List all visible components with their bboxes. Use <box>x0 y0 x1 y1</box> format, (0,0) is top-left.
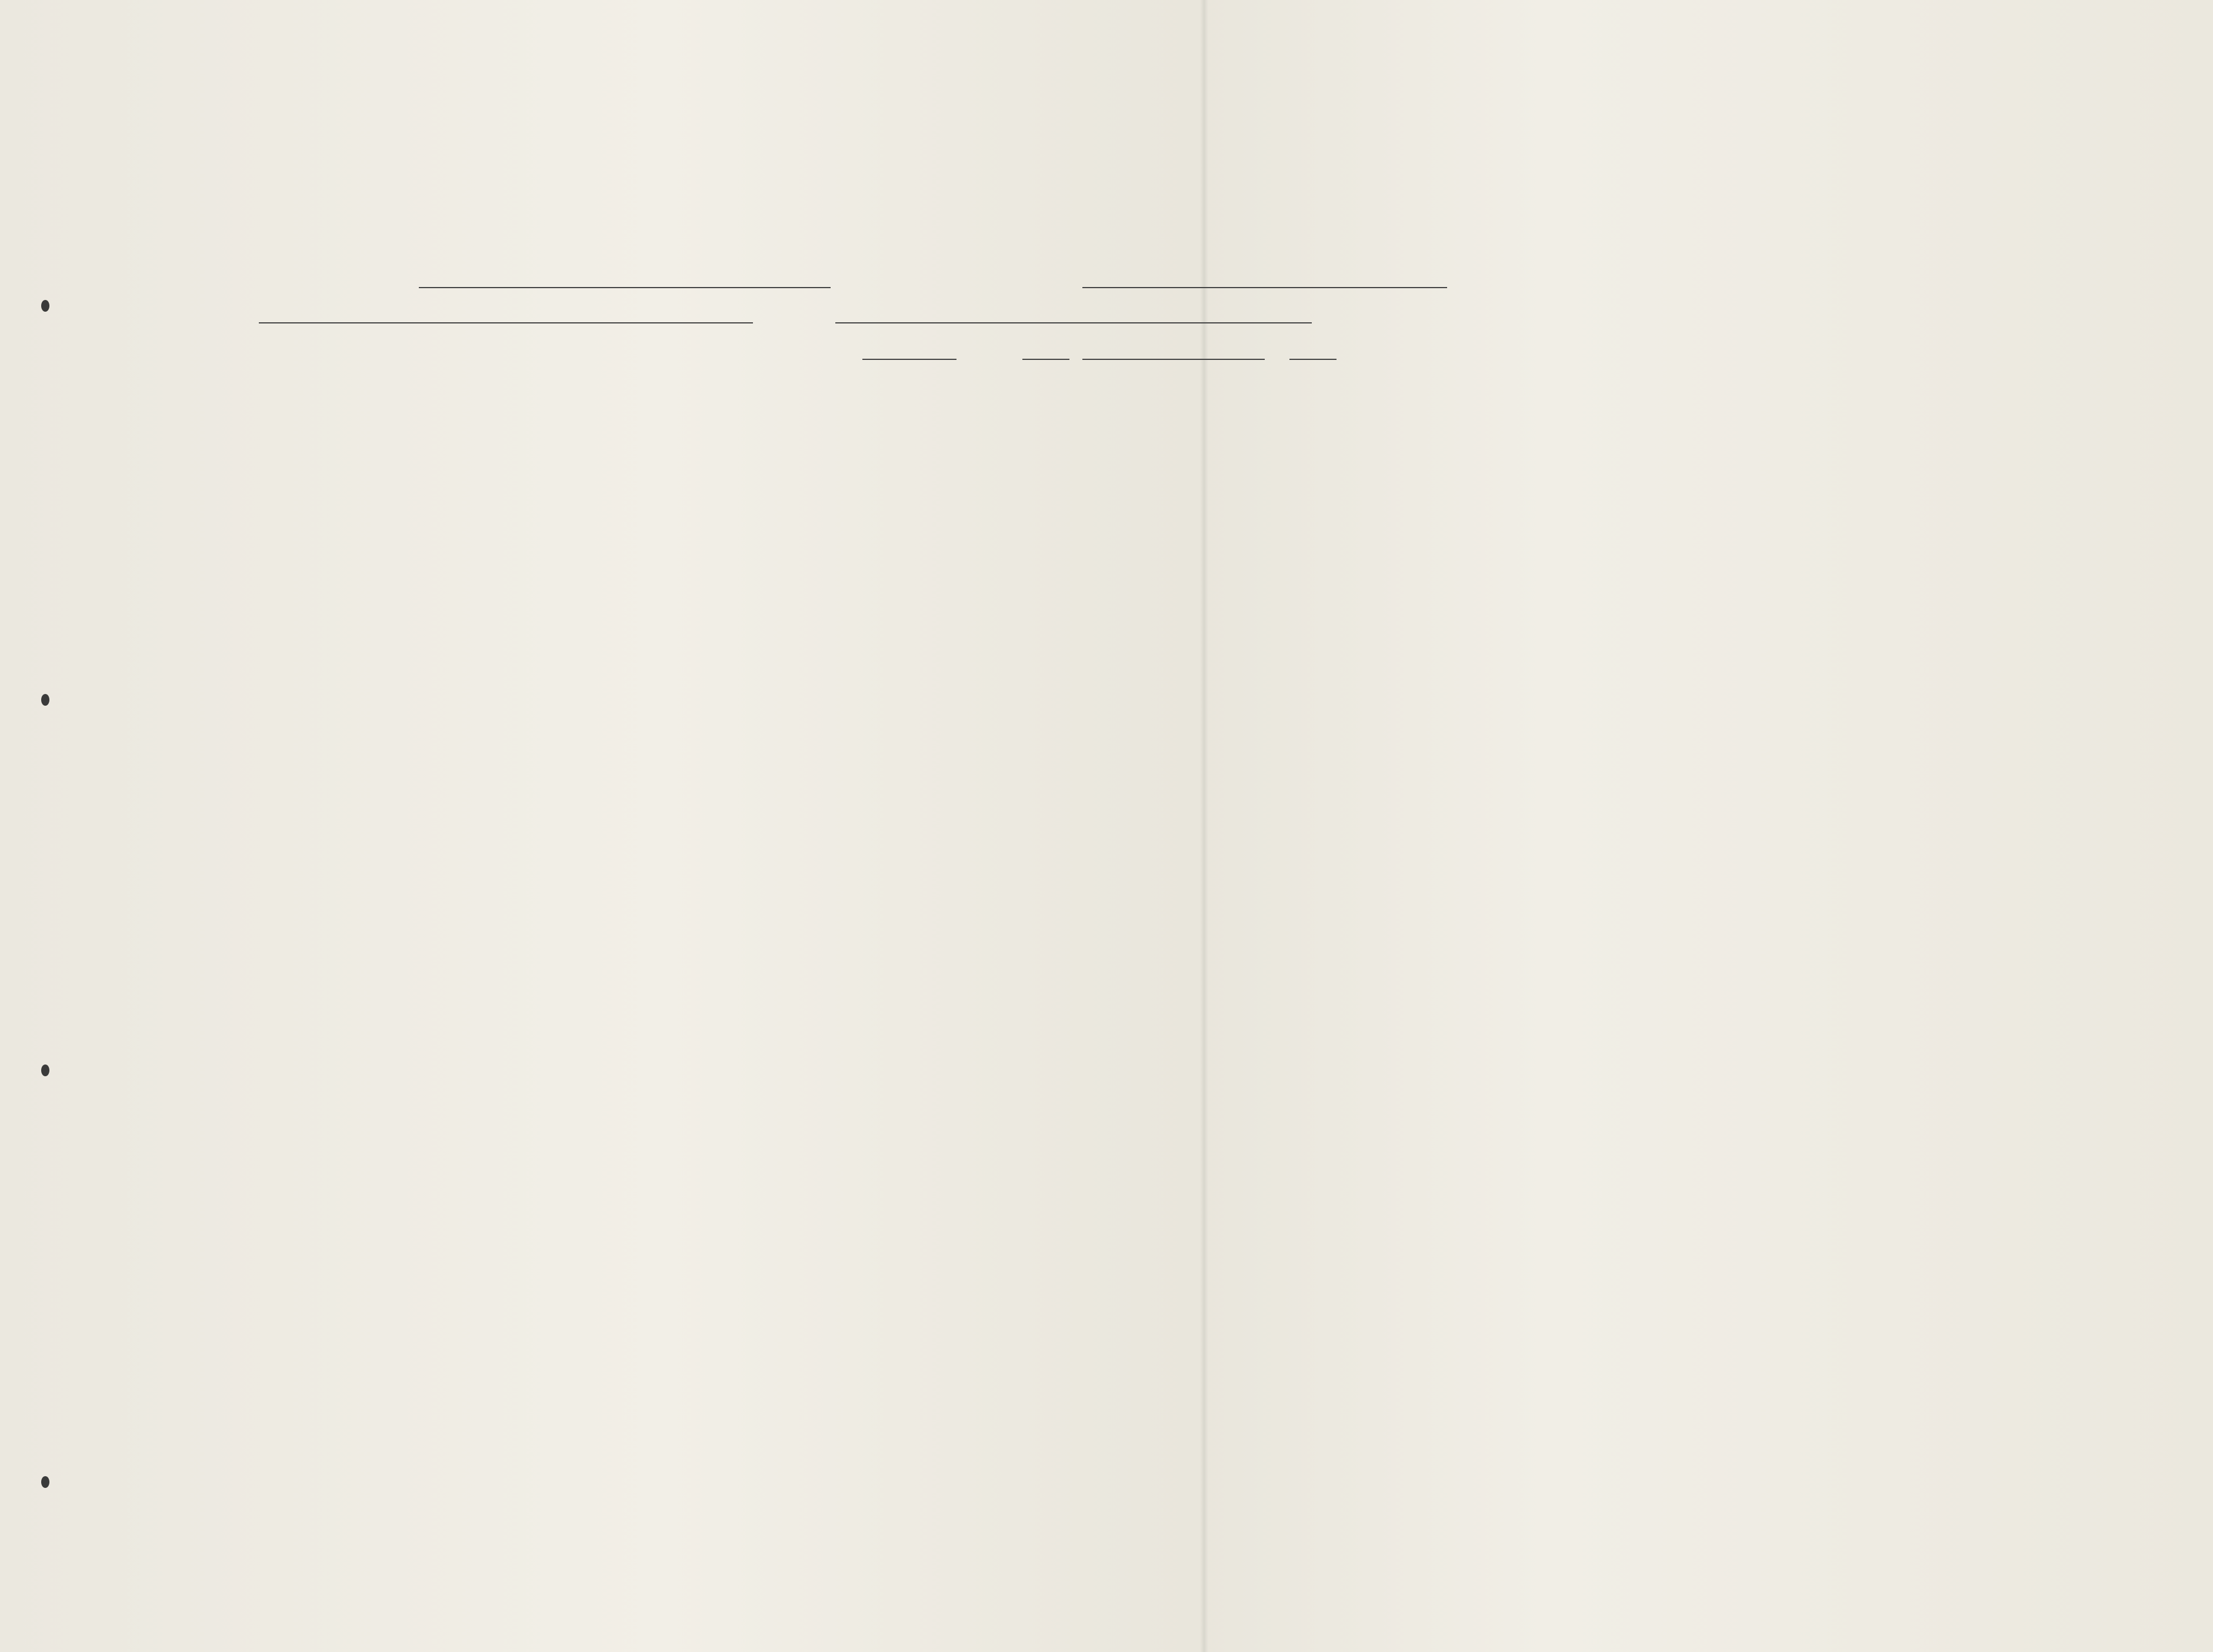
punch-hole <box>41 300 49 312</box>
header-from-buildings <box>1997 435 2032 552</box>
blank-line <box>1289 359 1337 360</box>
header-party <box>909 400 927 552</box>
blank-line <box>1022 359 1069 360</box>
header-ticket-number <box>1734 394 1758 552</box>
punch-hole <box>41 1064 49 1076</box>
punch-hole <box>41 1476 49 1488</box>
header-note <box>2102 388 2166 552</box>
blank-line <box>835 322 1312 323</box>
header-aid <box>1775 394 1828 552</box>
blank-line <box>1082 359 1265 360</box>
header-from-points <box>2045 423 2086 552</box>
header-each-person <box>169 432 193 550</box>
header-arrival-date <box>1852 412 1869 552</box>
punch-hole <box>41 694 49 706</box>
header-birth-year <box>654 412 672 552</box>
header-relation <box>520 412 555 552</box>
blank-line <box>862 359 956 360</box>
page-fold <box>1200 0 1208 1652</box>
blank-line <box>1082 287 1447 288</box>
header-sex <box>602 412 620 552</box>
header-settlement-farm <box>1907 412 1960 552</box>
header-trade <box>996 435 1014 552</box>
header-birth-place <box>734 400 752 552</box>
header-householder <box>115 432 139 550</box>
header-nationality <box>825 400 842 552</box>
blank-line <box>419 287 831 288</box>
blank-line <box>259 322 753 323</box>
